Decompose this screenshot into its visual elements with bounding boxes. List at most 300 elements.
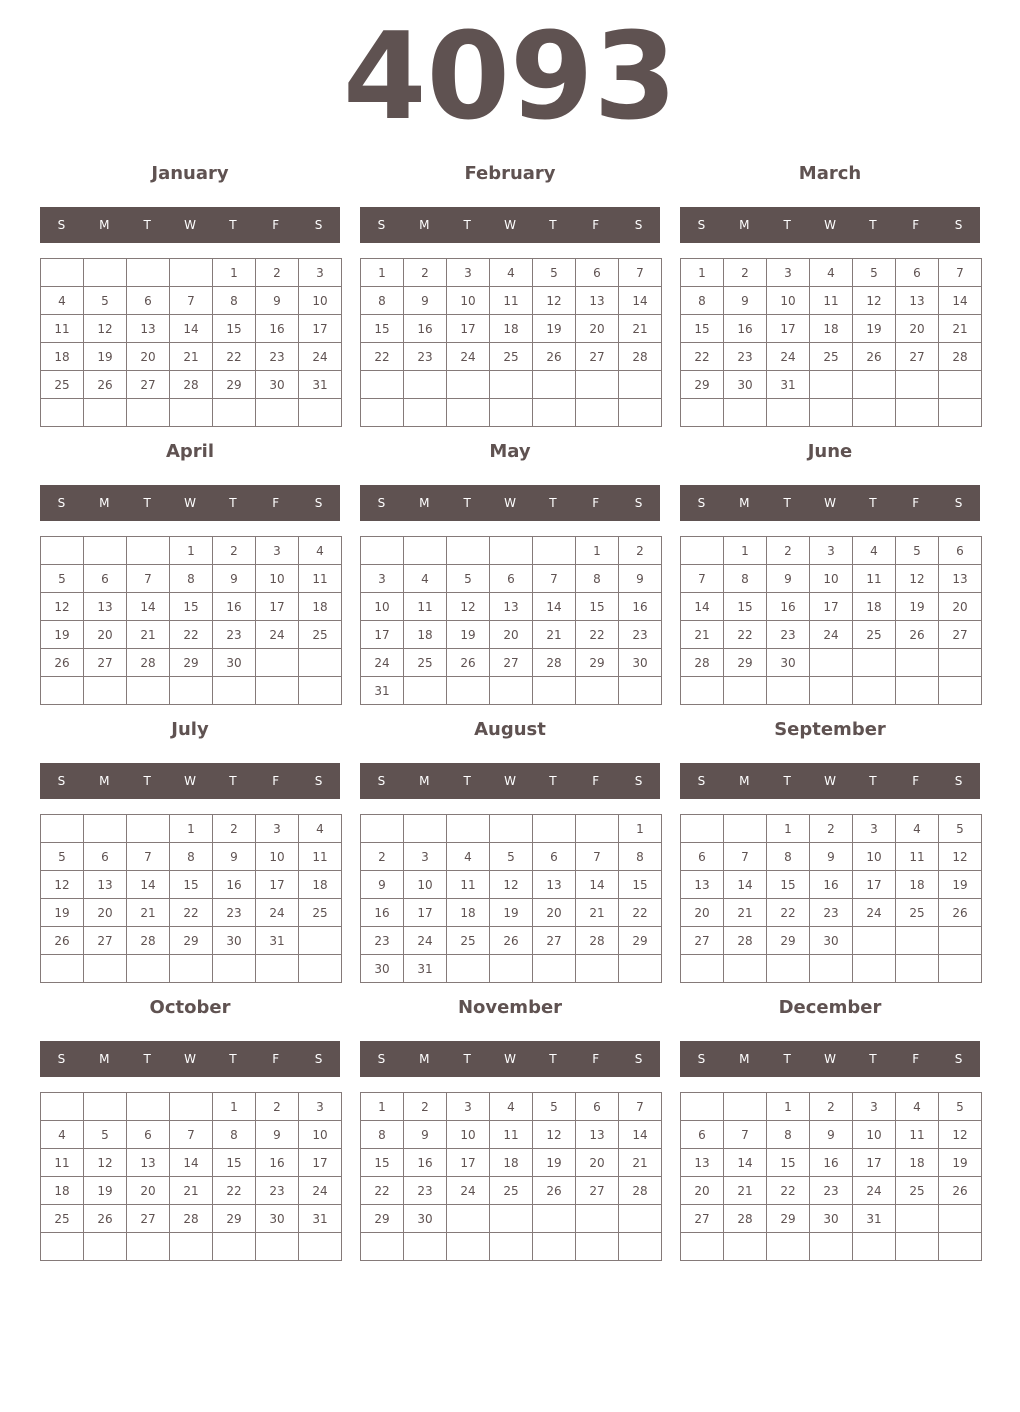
day-cell: 3 xyxy=(299,1093,342,1121)
weekday-label: S xyxy=(314,496,323,510)
empty-day-cell xyxy=(896,955,939,983)
day-cell: 24 xyxy=(361,649,404,677)
empty-day-cell xyxy=(41,1233,84,1261)
day-cell: 26 xyxy=(490,927,533,955)
day-cell: 20 xyxy=(84,899,127,927)
empty-day-cell xyxy=(256,955,299,983)
week-row xyxy=(41,871,342,899)
day-cell: 11 xyxy=(447,871,490,899)
empty-day-cell xyxy=(447,1233,490,1261)
day-cell: 10 xyxy=(447,287,490,315)
week-row xyxy=(41,1177,342,1205)
weekday-label: S xyxy=(377,774,386,788)
empty-day-cell xyxy=(576,1205,619,1233)
weekday-label: M xyxy=(99,774,110,788)
day-cell: 25 xyxy=(41,1205,84,1233)
day-cell: 15 xyxy=(170,871,213,899)
day-cell: 12 xyxy=(490,871,533,899)
day-cell: 30 xyxy=(361,955,404,983)
empty-day-cell xyxy=(84,677,127,705)
empty-day-cell xyxy=(681,815,724,843)
weekday-label: T xyxy=(463,774,471,788)
empty-day-cell xyxy=(576,677,619,705)
week-row xyxy=(361,371,662,399)
day-cell: 18 xyxy=(404,621,447,649)
day-cell: 14 xyxy=(619,287,662,315)
day-cell: 29 xyxy=(681,371,724,399)
empty-day-cell xyxy=(810,1233,853,1261)
day-cell: 5 xyxy=(896,537,939,565)
weekday-label: T xyxy=(143,774,151,788)
day-cell: 24 xyxy=(256,899,299,927)
day-cell: 8 xyxy=(681,287,724,315)
empty-day-cell xyxy=(939,1233,982,1261)
day-cell: 14 xyxy=(127,593,170,621)
day-cell: 14 xyxy=(939,287,982,315)
day-cell: 13 xyxy=(490,593,533,621)
week-row xyxy=(361,843,662,871)
day-grid xyxy=(680,814,982,983)
weekday-label: T xyxy=(229,774,237,788)
day-cell: 8 xyxy=(361,287,404,315)
empty-day-cell xyxy=(41,1093,84,1121)
day-cell: 30 xyxy=(767,649,810,677)
week-row xyxy=(361,1177,662,1205)
weekday-label: T xyxy=(869,218,877,232)
week-row xyxy=(681,1149,982,1177)
day-cell: 6 xyxy=(576,1093,619,1121)
empty-day-cell xyxy=(767,955,810,983)
day-cell: 9 xyxy=(619,565,662,593)
day-cell: 13 xyxy=(896,287,939,315)
day-cell: 21 xyxy=(127,621,170,649)
week-row xyxy=(41,815,342,843)
week-row xyxy=(681,371,982,399)
weekday-label: T xyxy=(463,218,471,232)
day-cell: 22 xyxy=(170,899,213,927)
empty-day-cell xyxy=(490,399,533,427)
weekday-label: F xyxy=(272,774,280,788)
day-cell: 12 xyxy=(533,287,576,315)
day-cell: 28 xyxy=(533,649,576,677)
day-cell: 22 xyxy=(213,343,256,371)
weekday-label: S xyxy=(377,218,386,232)
week-row xyxy=(41,565,342,593)
week-row xyxy=(361,315,662,343)
weekday-label: T xyxy=(229,1052,237,1066)
day-cell: 11 xyxy=(41,1149,84,1177)
day-cell: 10 xyxy=(767,287,810,315)
empty-day-cell xyxy=(127,1093,170,1121)
day-cell: 10 xyxy=(853,1121,896,1149)
day-cell: 29 xyxy=(170,927,213,955)
empty-day-cell xyxy=(767,399,810,427)
day-cell: 21 xyxy=(127,899,170,927)
day-cell: 2 xyxy=(256,1093,299,1121)
day-cell: 14 xyxy=(170,315,213,343)
day-cell: 14 xyxy=(681,593,724,621)
empty-day-cell xyxy=(170,399,213,427)
weekday-label: S xyxy=(954,218,963,232)
day-cell: 11 xyxy=(810,287,853,315)
day-cell: 10 xyxy=(256,565,299,593)
weekday-header xyxy=(40,1041,340,1077)
day-cell: 24 xyxy=(810,621,853,649)
day-cell: 5 xyxy=(447,565,490,593)
week-row xyxy=(681,1121,982,1149)
weekday-label: W xyxy=(504,1052,516,1066)
day-cell: 6 xyxy=(896,259,939,287)
day-cell: 3 xyxy=(767,259,810,287)
empty-day-cell xyxy=(256,1233,299,1261)
day-cell: 24 xyxy=(256,621,299,649)
weekday-header xyxy=(680,485,980,521)
weekday-label: W xyxy=(824,496,836,510)
empty-day-cell xyxy=(127,677,170,705)
weekday-label: T xyxy=(549,496,557,510)
day-cell: 18 xyxy=(810,315,853,343)
week-row xyxy=(41,1149,342,1177)
day-cell: 31 xyxy=(256,927,299,955)
empty-day-cell xyxy=(127,399,170,427)
empty-day-cell xyxy=(447,677,490,705)
day-cell: 27 xyxy=(939,621,982,649)
day-cell: 16 xyxy=(404,315,447,343)
day-cell: 7 xyxy=(170,287,213,315)
empty-day-cell xyxy=(896,649,939,677)
weekday-label: F xyxy=(592,496,600,510)
weekday-label: S xyxy=(954,774,963,788)
day-cell: 29 xyxy=(213,1205,256,1233)
weekday-label: T xyxy=(549,774,557,788)
weekday-label: T xyxy=(869,774,877,788)
day-cell: 13 xyxy=(84,593,127,621)
day-cell: 14 xyxy=(619,1121,662,1149)
day-cell: 21 xyxy=(724,1177,767,1205)
empty-day-cell xyxy=(127,259,170,287)
week-row xyxy=(41,899,342,927)
day-cell: 7 xyxy=(724,1121,767,1149)
day-grid xyxy=(360,814,662,983)
day-cell: 28 xyxy=(724,1205,767,1233)
weekday-label: W xyxy=(824,774,836,788)
day-cell: 8 xyxy=(576,565,619,593)
empty-day-cell xyxy=(576,1233,619,1261)
day-cell: 20 xyxy=(681,899,724,927)
day-cell: 30 xyxy=(213,649,256,677)
day-cell: 1 xyxy=(576,537,619,565)
empty-day-cell xyxy=(533,537,576,565)
day-cell: 5 xyxy=(939,815,982,843)
weekday-label: F xyxy=(912,774,920,788)
empty-day-cell xyxy=(84,815,127,843)
day-cell: 16 xyxy=(213,871,256,899)
day-cell: 26 xyxy=(84,371,127,399)
weekday-label: M xyxy=(419,774,430,788)
week-row xyxy=(41,843,342,871)
weekday-label: M xyxy=(739,218,750,232)
day-cell: 30 xyxy=(619,649,662,677)
day-cell: 26 xyxy=(939,1177,982,1205)
day-cell: 24 xyxy=(299,1177,342,1205)
day-cell: 17 xyxy=(447,315,490,343)
empty-day-cell xyxy=(853,677,896,705)
day-cell: 9 xyxy=(404,287,447,315)
day-cell: 10 xyxy=(853,843,896,871)
day-cell: 11 xyxy=(490,1121,533,1149)
weekday-label: F xyxy=(912,496,920,510)
weekday-label: S xyxy=(697,774,706,788)
day-cell: 2 xyxy=(213,815,256,843)
day-cell: 9 xyxy=(256,1121,299,1149)
day-cell: 23 xyxy=(256,1177,299,1205)
day-cell: 27 xyxy=(681,927,724,955)
day-cell: 5 xyxy=(84,1121,127,1149)
week-row xyxy=(361,399,662,427)
day-grid xyxy=(360,1092,662,1261)
empty-day-cell xyxy=(256,649,299,677)
weekday-header xyxy=(40,485,340,521)
day-cell: 6 xyxy=(939,537,982,565)
day-cell: 12 xyxy=(84,1149,127,1177)
weekday-label: M xyxy=(739,496,750,510)
day-cell: 17 xyxy=(767,315,810,343)
week-row xyxy=(361,649,662,677)
day-cell: 17 xyxy=(361,621,404,649)
empty-day-cell xyxy=(533,955,576,983)
day-cell: 29 xyxy=(170,649,213,677)
day-cell: 5 xyxy=(853,259,896,287)
day-cell: 10 xyxy=(810,565,853,593)
weekday-label: M xyxy=(419,218,430,232)
day-cell: 15 xyxy=(576,593,619,621)
empty-day-cell xyxy=(810,371,853,399)
day-cell: 22 xyxy=(767,1177,810,1205)
day-cell: 2 xyxy=(404,1093,447,1121)
day-cell: 10 xyxy=(256,843,299,871)
weekday-label: S xyxy=(314,1052,323,1066)
weekday-label: W xyxy=(184,218,196,232)
day-cell: 2 xyxy=(256,259,299,287)
empty-day-cell xyxy=(681,399,724,427)
day-cell: 28 xyxy=(619,343,662,371)
day-cell: 27 xyxy=(127,371,170,399)
day-cell: 18 xyxy=(490,1149,533,1177)
empty-day-cell xyxy=(404,537,447,565)
week-row xyxy=(681,927,982,955)
week-row xyxy=(361,815,662,843)
day-cell: 17 xyxy=(299,315,342,343)
day-cell: 29 xyxy=(619,927,662,955)
week-row xyxy=(681,621,982,649)
week-row xyxy=(681,343,982,371)
empty-day-cell xyxy=(84,537,127,565)
day-cell: 6 xyxy=(127,287,170,315)
day-cell: 4 xyxy=(447,843,490,871)
day-cell: 26 xyxy=(533,1177,576,1205)
weekday-label: F xyxy=(912,218,920,232)
weekday-label: M xyxy=(99,1052,110,1066)
empty-day-cell xyxy=(299,1233,342,1261)
month-title: June xyxy=(807,441,853,462)
day-cell: 17 xyxy=(299,1149,342,1177)
day-cell: 19 xyxy=(896,593,939,621)
week-row xyxy=(361,565,662,593)
week-row xyxy=(41,1233,342,1261)
day-cell: 2 xyxy=(724,259,767,287)
day-cell: 4 xyxy=(299,815,342,843)
week-row xyxy=(681,1233,982,1261)
day-cell: 15 xyxy=(767,1149,810,1177)
empty-day-cell xyxy=(127,815,170,843)
empty-day-cell xyxy=(490,1205,533,1233)
day-cell: 27 xyxy=(84,649,127,677)
day-cell: 13 xyxy=(127,315,170,343)
day-cell: 14 xyxy=(724,871,767,899)
empty-day-cell xyxy=(724,815,767,843)
weekday-label: T xyxy=(143,496,151,510)
day-cell: 4 xyxy=(299,537,342,565)
day-cell: 22 xyxy=(724,621,767,649)
day-cell: 31 xyxy=(853,1205,896,1233)
empty-day-cell xyxy=(404,371,447,399)
empty-day-cell xyxy=(404,815,447,843)
day-cell: 7 xyxy=(619,259,662,287)
empty-day-cell xyxy=(170,259,213,287)
day-cell: 28 xyxy=(170,371,213,399)
empty-day-cell xyxy=(767,1233,810,1261)
empty-day-cell xyxy=(533,1205,576,1233)
empty-day-cell xyxy=(810,677,853,705)
day-cell: 22 xyxy=(576,621,619,649)
week-row xyxy=(41,1121,342,1149)
day-cell: 27 xyxy=(576,343,619,371)
week-row xyxy=(41,649,342,677)
empty-day-cell xyxy=(853,955,896,983)
empty-day-cell xyxy=(681,955,724,983)
week-row xyxy=(681,593,982,621)
day-grid xyxy=(40,536,342,705)
day-cell: 4 xyxy=(490,1093,533,1121)
day-cell: 18 xyxy=(447,899,490,927)
weekday-label: W xyxy=(184,1052,196,1066)
day-cell: 9 xyxy=(767,565,810,593)
empty-day-cell xyxy=(490,371,533,399)
day-cell: 3 xyxy=(447,1093,490,1121)
weekday-label: M xyxy=(739,1052,750,1066)
week-row xyxy=(361,1149,662,1177)
day-cell: 12 xyxy=(896,565,939,593)
empty-day-cell xyxy=(896,1233,939,1261)
weekday-label: W xyxy=(184,774,196,788)
day-cell: 10 xyxy=(404,871,447,899)
day-cell: 21 xyxy=(619,1149,662,1177)
day-cell: 15 xyxy=(361,315,404,343)
weekday-label: S xyxy=(697,496,706,510)
empty-day-cell xyxy=(853,371,896,399)
day-cell: 6 xyxy=(84,565,127,593)
week-row xyxy=(361,259,662,287)
weekday-label: S xyxy=(954,1052,963,1066)
weekday-label: F xyxy=(272,218,280,232)
day-grid xyxy=(40,814,342,983)
week-row xyxy=(681,287,982,315)
day-cell: 3 xyxy=(361,565,404,593)
empty-day-cell xyxy=(619,1233,662,1261)
day-cell: 6 xyxy=(533,843,576,871)
weekday-label: F xyxy=(592,218,600,232)
empty-day-cell xyxy=(361,1233,404,1261)
empty-day-cell xyxy=(810,649,853,677)
empty-day-cell xyxy=(533,815,576,843)
weekday-label: F xyxy=(912,1052,920,1066)
day-cell: 18 xyxy=(299,593,342,621)
day-cell: 27 xyxy=(896,343,939,371)
empty-day-cell xyxy=(619,955,662,983)
day-cell: 4 xyxy=(810,259,853,287)
day-cell: 13 xyxy=(939,565,982,593)
empty-day-cell xyxy=(170,1233,213,1261)
empty-day-cell xyxy=(939,649,982,677)
day-cell: 12 xyxy=(939,1121,982,1149)
day-cell: 14 xyxy=(170,1149,213,1177)
day-cell: 12 xyxy=(84,315,127,343)
day-cell: 20 xyxy=(533,899,576,927)
day-cell: 4 xyxy=(896,1093,939,1121)
day-cell: 1 xyxy=(619,815,662,843)
day-cell: 23 xyxy=(810,1177,853,1205)
day-grid xyxy=(360,536,662,705)
weekday-label: S xyxy=(314,774,323,788)
day-cell: 23 xyxy=(256,343,299,371)
week-row xyxy=(361,1233,662,1261)
weekday-label: F xyxy=(592,774,600,788)
weekday-label: W xyxy=(504,774,516,788)
day-cell: 15 xyxy=(213,1149,256,1177)
day-cell: 15 xyxy=(681,315,724,343)
day-cell: 3 xyxy=(810,537,853,565)
weekday-label: S xyxy=(377,1052,386,1066)
empty-day-cell xyxy=(170,677,213,705)
month-title: May xyxy=(489,441,531,462)
day-cell: 3 xyxy=(256,537,299,565)
day-cell: 10 xyxy=(299,287,342,315)
day-cell: 2 xyxy=(361,843,404,871)
day-cell: 2 xyxy=(767,537,810,565)
day-cell: 13 xyxy=(127,1149,170,1177)
day-cell: 17 xyxy=(404,899,447,927)
week-row xyxy=(681,537,982,565)
day-cell: 3 xyxy=(256,815,299,843)
weekday-label: M xyxy=(99,496,110,510)
day-cell: 21 xyxy=(681,621,724,649)
empty-day-cell xyxy=(853,927,896,955)
empty-day-cell xyxy=(576,955,619,983)
day-cell: 16 xyxy=(404,1149,447,1177)
day-cell: 26 xyxy=(853,343,896,371)
day-cell: 8 xyxy=(767,1121,810,1149)
week-row xyxy=(361,621,662,649)
day-cell: 11 xyxy=(41,315,84,343)
empty-day-cell xyxy=(576,371,619,399)
day-cell: 8 xyxy=(170,565,213,593)
day-cell: 20 xyxy=(681,1177,724,1205)
day-cell: 22 xyxy=(619,899,662,927)
day-grid xyxy=(680,258,982,427)
day-cell: 25 xyxy=(299,899,342,927)
day-cell: 17 xyxy=(853,871,896,899)
day-cell: 23 xyxy=(767,621,810,649)
